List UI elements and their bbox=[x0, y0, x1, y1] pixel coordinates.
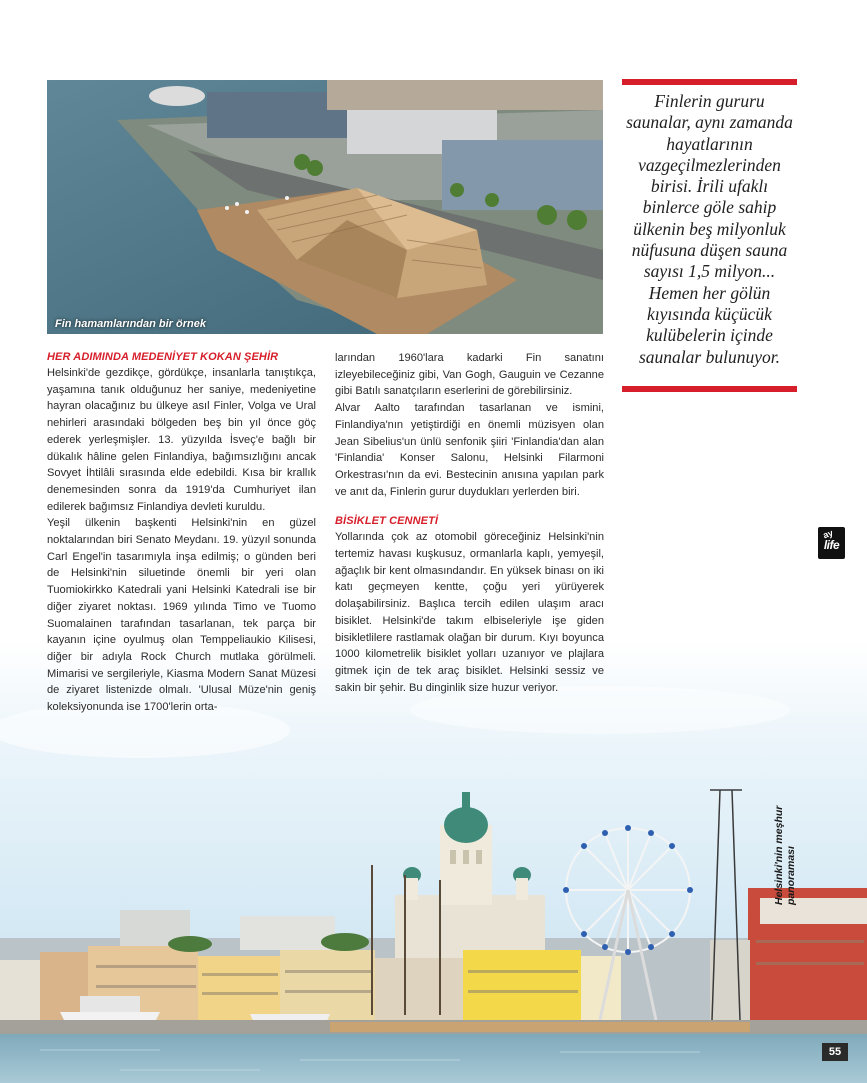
photo-caption: Fin hamamlarından bir örnek bbox=[55, 318, 206, 330]
article-column-left bbox=[47, 350, 316, 716]
top-photo bbox=[47, 80, 603, 334]
article-column-right bbox=[335, 350, 604, 696]
tab-mark: ay bbox=[821, 527, 835, 541]
quote-bottom-rule bbox=[622, 386, 797, 392]
body-paragraph: larından 1960'lara kadarki Fin sanatını izleyebileceğiniz gibi, Van Gogh, Gauguin ve Cezanne gibi Batılı sanatçıların eserlerini de görebilirsiniz. bbox=[335, 352, 604, 398]
body-paragraph: Yollarında çok az otomobil göreceğiniz Helsinki'nin tertemiz havası kuşkusuz, ormanlarla kaplı, yemyeşil, ağaçlık bir kent olmasındandır. En yüksek binası on iki katı geçmeyen kentte, çoğu yeri yürüyerek dolaşabilirsiniz. Başlıca tercih edilen ulaşım aracı bisiklet. Helsinki'de takım elbiseleriyle işe giden bisikletlilere rastlamak olağan bir durum. Kıyı boyunca 1000 kilometrelik bisiklet yolları uzanıyor ve plajlara gitmek için de tek araç bisiklet. Helsinki sessiz ve sakin bir şehir. Bu dinginlik size huzur veriyor. bbox=[335, 531, 604, 694]
body-paragraph: Helsinki'de gezdikçe, gördükçe, insanlarla tanıştıkça, yaşamına tanık olduğunuz her saniye, medeniyetine hayran olacağınız bu ülkeye asıl Finler, Volga ve Ural nehirleri arasındaki bölgeden beş bin yıl önce göç ederek yerleşmişler. 13. yüzyılda İsveç'e bağlı bir dükalık hâline gelen Finlandiya, bağımsızlığını ancak Sovyet İhtilâli sırasında elde edebildi. Kısa bir krallık denemesinden sonra da 1919'da Cumhuriyet ilan edilerek bağımsız Finlandiya devleti kuruldu. bbox=[47, 367, 316, 513]
pull-quote-text: Finlerin gururu saunalar, aynı zamanda hayatlarının vazgeçilmezlerinden birisi. İrili ufaklı binlerce göle sahip ülkenin beş milyonluk nüfusuna düşen sauna sayısı 1,5 milyon... Hemen her gölün kıyısında küçücük kulübelerin içinde saunalar bulunuyor. bbox=[626, 91, 793, 367]
section-heading-medeniyet: HER ADIMINDA MEDENİYET KOKAN ŞEHİR bbox=[47, 351, 279, 363]
panorama-caption: Helsinki'nin meşhur panoraması bbox=[773, 805, 797, 905]
magazine-section-tab bbox=[818, 527, 845, 559]
body-paragraph: Yeşil ülkenin başkenti Helsinki'nin en güzel noktalarından biri Senato Meydanı. 19. yüzyıl sonunda Carl Engel'in tasarımıyla inşa edilmiş; o günden beri de Helsinki'nin siluetinde önemli bir yeri olan Tuomiokirkko Katedrali yani Helsinki Katedrali ise bir diğer ziyaret noktası. 1969 yılında Timo ve Tuomo Suomalainen tarafından tasarlanan, tek parça bir kayanın içine oyulmuş olan Temppeliaukio Kilisesi, diğer bir adıyla Rock Church mutlaka görülmeli. Mimarisi ve sergileriyle, Kiasma Modern Sanat Müzesi de ziyaret listenizde olmalı. 'Ulusal Müze'nin geniş koleksiyonunda ise 1700'lerin orta- bbox=[47, 517, 316, 714]
tab-word: life bbox=[823, 538, 840, 552]
quote-top-rule bbox=[622, 79, 797, 85]
sauna-aerial-illustration bbox=[47, 80, 603, 334]
body-paragraph: Alvar Aalto tarafından tasarlanan ve ismini, Finlandiya'nın yetiştirdiği en önemli müzisyen olan Jean Sibelius'un ünlü senfonik şiiri 'Finlandia'dan alan 'Finlandia' Konser Salonu, Helsinki Filarmoni Orkestrası'nın da evi. Bestecinin anısına yapılan park ve anıt da, Finlerin gurur duydukları yerlerden biri. bbox=[335, 402, 604, 498]
pull-quote bbox=[622, 79, 797, 392]
page-number: 55 bbox=[822, 1043, 848, 1061]
section-heading-bisiklet: BİSİKLET CENNETİ bbox=[335, 515, 439, 528]
